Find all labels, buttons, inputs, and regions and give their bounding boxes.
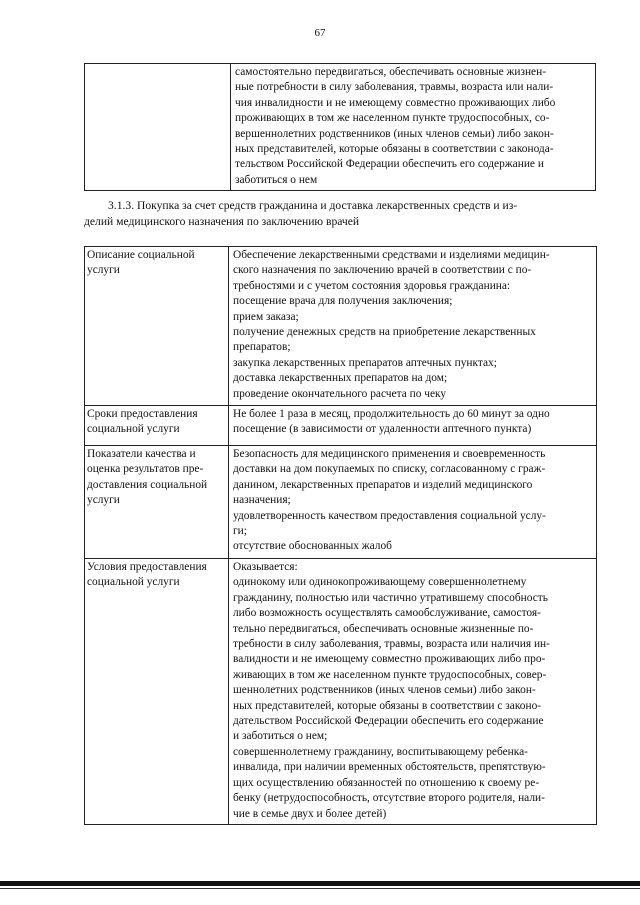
text-line: закупка лекарственных препаратов аптечных пунктах; — [233, 356, 497, 369]
text-line: получение денежных средств на приобретение лекарственных — [233, 326, 536, 339]
text-line: Обеспечение лекарственными средствами и изделиями медицин- — [233, 249, 550, 261]
text-line: дательством Российской Федерации обеспечить его содержание — [233, 715, 544, 728]
text-line: ных представителей, которые обязаны в соответствии с законо- — [233, 699, 542, 712]
label-line: Описание социальной — [87, 249, 195, 261]
table-cell-label — [85, 406, 229, 446]
text-line: ных представителей, которые обязаны в соответствии с законода- — [235, 143, 554, 156]
table-cell-content — [229, 406, 597, 446]
label-line: социальной услуги — [87, 423, 180, 436]
text-line: чия инвалидности и не имеющему совместно проживающих либо — [235, 96, 556, 109]
text-line: чие в семье двух и более детей) — [233, 807, 387, 820]
text-line: тельно передвигаться, обеспечивать основные жизненные по- — [233, 622, 534, 635]
text-line: данином, лекарственных препаратов и изделий медицинского — [233, 478, 533, 491]
text-line: либо возможность осуществлять самообслуживание, самостоя- — [233, 607, 541, 620]
table-cell-label — [85, 64, 231, 191]
text-line: проведение окончательного расчета по чеку — [233, 387, 447, 400]
text-line: и заботиться о нем; — [233, 730, 328, 743]
table-cell-content — [229, 446, 597, 559]
bottom-rule — [0, 881, 640, 886]
label-line: социальной услуги — [87, 576, 180, 589]
table-cell-label — [85, 559, 229, 825]
table-row — [85, 64, 596, 191]
label-line: Сроки предоставления — [87, 408, 198, 420]
text-line: требностями и с учетом состояния здоровья гражданина: — [233, 279, 511, 292]
text-line: заботиться о нем — [235, 173, 318, 186]
text-line: Безопасность для медицинского применения и своевременность — [233, 448, 546, 460]
text-line: валидности и не имеющему совместно проживающих либо про- — [233, 653, 546, 666]
section-heading-line: 3.1.3. Покупка за счет средств гражданина и доставка лекарственных средств и из- — [108, 199, 518, 212]
page-number: 67 — [314, 27, 326, 39]
table-cell-content — [229, 559, 597, 825]
table-row — [85, 446, 597, 559]
label-line: оценка результатов пре- — [87, 463, 204, 476]
text-line: бенку (нетрудоспособность, отсутствие второго родителя, нали- — [233, 792, 545, 805]
text-line: гражданину, полностью или частично утратившему способность — [233, 591, 548, 604]
label-line: доставления социальной — [87, 478, 208, 491]
service-table — [84, 246, 597, 825]
table-row — [85, 247, 597, 406]
label-line: услуги — [87, 494, 120, 507]
text-line: шеннолетних родственников (иных членов семьи) либо закон- — [233, 684, 536, 697]
text-line: Оказывается: — [233, 561, 298, 573]
text-line: ского назначения по заключению врачей в соответствии с по- — [233, 264, 532, 277]
table-row — [85, 406, 597, 446]
text-line: прием заказа; — [233, 310, 299, 323]
text-line: посещение врача для получения заключения; — [233, 295, 453, 308]
table-cell-content — [229, 247, 597, 406]
text-line: самостоятельно передвигаться, обеспечивать основные жизнен- — [235, 66, 547, 78]
text-line: вершеннолетних родственников (иных членов семьи) либо закон- — [235, 127, 554, 140]
text-line: тельством Российской Федерации обеспечить его содержание и — [235, 158, 544, 171]
table-cell-content — [231, 64, 596, 191]
text-line: доставки на дом покупаемых по списку, согласованному с граж- — [233, 463, 546, 476]
label-line: Показатели качества и — [87, 448, 196, 460]
label-line: Условия предоставления — [87, 561, 207, 573]
text-line: проживающих в том же населенном пункте трудоспособных, со- — [235, 112, 550, 125]
text-line: Не более 1 раза в месяц, продолжительность до 60 минут за одно — [233, 408, 550, 420]
section-heading-line: делий медицинского назначения по заключению врачей — [84, 215, 360, 228]
text-line: щих осуществлению обязанностей по отношению к своему ре- — [233, 776, 540, 789]
text-line: ги; — [233, 525, 247, 538]
text-line: доставка лекарственных препаратов на дом; — [233, 372, 448, 385]
text-line: отсутствие обоснованных жалоб — [233, 540, 392, 553]
text-line: одинокому или одинокопроживающему совершеннолетнему — [233, 576, 527, 589]
text-line: совершеннолетнему гражданину, воспитывающему ребенка- — [233, 745, 528, 758]
bottom-rule-thin — [0, 888, 640, 889]
text-line: препаратов; — [233, 341, 291, 354]
text-line: ные потребности в силу заболевания, травмы, возраста или нали- — [235, 81, 554, 94]
text-line: удовлетворенность качеством предоставления социальной услу- — [233, 509, 546, 522]
text-line: посещение (в зависимости от удаленности аптечного пункта) — [233, 423, 532, 436]
text-line: живающих в том же населенном пункте трудоспособных, совер- — [233, 668, 547, 681]
table-row — [85, 559, 597, 825]
label-line: услуги — [87, 264, 120, 277]
text-line: инвалида, при наличии временных обстоятельств, препятствую- — [233, 761, 546, 774]
table-cell-label — [85, 446, 229, 559]
section-heading — [84, 198, 596, 230]
continuation-table — [84, 63, 596, 191]
table-cell-label — [85, 247, 229, 406]
text-line: требности в силу заболевания, травмы, возраста или наличия ин- — [233, 638, 550, 651]
text-line: назначения; — [233, 494, 291, 507]
